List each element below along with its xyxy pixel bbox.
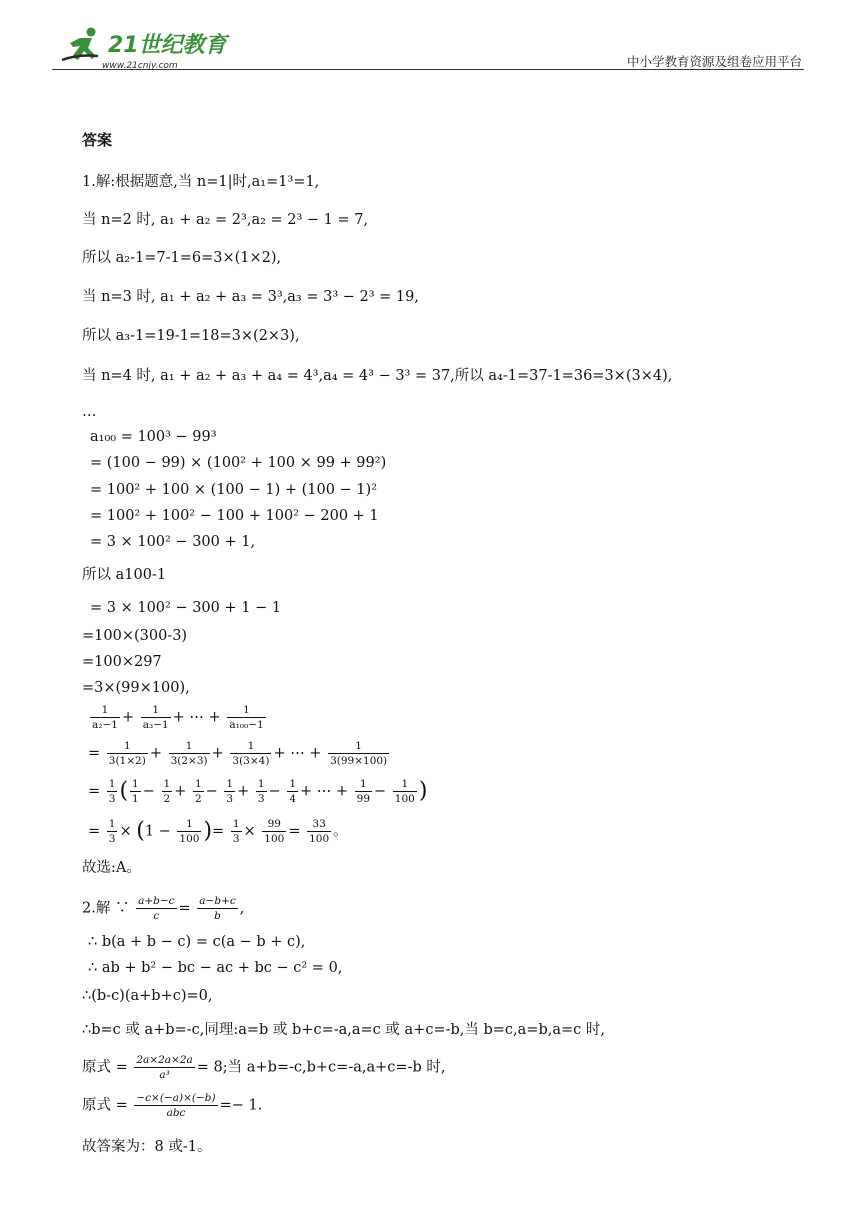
logo-text: 21世纪教育: [108, 33, 227, 58]
fraction: $\frac{1}{2}$: [194, 778, 202, 805]
q1-line-6: 当 n=4 时, a₁ + a₂ + a₃ + a₄ = 4³,a₄ = 4³ − 3³ = 37,所以 a₄-1=37-1=36=3×(3×4),: [82, 368, 673, 384]
fraction: $\frac{1}{4}$: [289, 778, 296, 805]
q1-line-3: 所以 a₂-1=7-1=6=3×(1×2),: [82, 250, 282, 266]
q1-line-12: = 3 × 100² − 300 + 1,: [90, 534, 256, 550]
q2-line-6: 原式 = $\frac{2a\times 2a\times 2a}{\text{a³}}$ = 8;当 a+b=-c,b+c=-a,a+c=-b 时,: [82, 1054, 446, 1081]
q1-line-14: = 3 × 100² − 300 + 1 − 1: [90, 600, 282, 616]
q1-line-15: =100×(300-3): [82, 628, 188, 644]
fraction: $\frac{1}{3}$: [232, 818, 240, 845]
q1-line-5: 所以 a₃-1=19-1=18=3×(2×3),: [82, 328, 300, 344]
fraction: $\frac{1}{3(3\times 4)}$: [232, 740, 270, 767]
fraction: $\frac{-c\times(-a)\times(-b)}{\text{abc}}$: [136, 1092, 216, 1119]
q1-line-9: = (100 − 99) × (100² + 100 × 99 + 99²): [90, 455, 387, 471]
fraction: $\frac{a+b-c}{c}$: [138, 895, 175, 922]
fraction: $\frac{2a\times 2a\times 2a}{\text{a³}}$: [136, 1054, 193, 1081]
q2-line-5: ∴b=c 或 a+b=-c,同理:a=b 或 b+c=-a,a=c 或 a+c=-b,当 b=c,a=b,a=c 时,: [82, 1022, 605, 1038]
fraction: $\frac{1}{\text{a₃−1}}$: [142, 704, 169, 731]
q2-line-2: ∴ b(a + b − c) = c(a − b + c),: [88, 934, 306, 950]
q1-line-10: = 100² + 100 × (100 − 1) + (100 − 1)²: [90, 482, 378, 498]
fraction: $\frac{1}{\text{a₂−1}}$: [92, 704, 118, 731]
fraction: $\frac{1}{100}$: [394, 778, 415, 805]
q1-line-13: 所以 a100-1: [82, 567, 167, 583]
q1-line-11: = 100² + 100² − 100 + 100² − 200 + 1: [90, 508, 379, 524]
q1-conclusion: 故选:A。: [82, 860, 141, 876]
answers-heading: 答案: [82, 131, 113, 149]
fraction: $\frac{1}{3(99\times 100)}$: [330, 740, 388, 767]
q1-line-1: 1.解:根据题意,当 n=1|时,a₁=1³=1,: [82, 174, 320, 190]
q1-sum-line: $\frac{1}{\text{a₂−1}}$ + $\frac{1}{\text{a₃−1}}$ + ⋯ + $\frac{1}{\text{a₁₀₀−1}}$: [92, 704, 264, 731]
q2-line-1: 2.解 ∵ $\frac{a+b-c}{c}$ = $\frac{a-b+c}{b}$ ,: [82, 895, 245, 922]
runner-icon: [62, 28, 98, 61]
fraction: $\frac{1}{\text{a₁₀₀−1}}$: [229, 704, 264, 731]
q1-sum-line-2: = $\frac{1}{3(1\times 2)}$ + $\frac{1}{3(2\times 3)}$ + $\frac{1}{3(3\times 4)}$ + ⋯ + $\frac{1}{3(99\times 100)}$: [88, 740, 388, 767]
fraction: $\frac{1}{99}$: [356, 778, 371, 805]
fraction: $\frac{1}{2}$: [163, 778, 171, 805]
fraction: $\frac{99}{100}$: [264, 818, 285, 845]
q2-line-4: ∴(b-c)(a+b+c)=0,: [82, 988, 213, 1004]
q1-sum-line-4: = $\frac{1}{3}$ × (1 − $\frac{1}{100}$ )= $\frac{1}{3}$ × $\frac{99}{100}$ = $\frac{33}{100}$ 。: [88, 818, 348, 845]
q2-final-answer: 故答案为：8 或-1。: [82, 1139, 212, 1155]
q1-ellipsis: …: [82, 404, 97, 420]
fraction: $\frac{1}{3}$: [226, 778, 234, 805]
page-header: [0, 0, 860, 72]
fraction: $\frac{1}{3(2\times 3)}$: [170, 740, 208, 767]
q1-line-8: a₁₀₀ = 100³ − 99³: [90, 429, 217, 445]
fraction: $\frac{1}{3(1\times 2)}$: [108, 740, 146, 767]
q1-line-16: =100×297: [82, 654, 162, 670]
fraction: $\frac{1}{1}$: [132, 778, 139, 805]
q2-line-3: ∴ ab + b² − bc − ac + bc − c² = 0,: [88, 960, 343, 976]
fraction: $\frac{1}{3}$: [108, 778, 116, 805]
q2-line-7: 原式 = $\frac{-c\times(-a)\times(-b)}{\text{abc}}$ =− 1.: [82, 1092, 263, 1119]
q1-line-2: 当 n=2 时, a₁ + a₂ = 2³,a₂ = 2³ − 1 = 7,: [82, 212, 369, 228]
fraction: $\frac{33}{100}$: [309, 818, 330, 845]
header-divider: [52, 69, 804, 70]
fraction: $\frac{1}{3}$: [257, 778, 265, 805]
q1-sum-line-3: = $\frac{1}{3}$ ( $\frac{1}{1}$ − $\frac{1}{2}$ + $\frac{1}{2}$ − $\frac{1}{3}$ + $\frac{1}{3}$ − $\frac{1}{4}$ + ⋯ + $\frac{1}{99}$ − $\frac{1}{100}$ ): [88, 778, 428, 805]
q1-line-4: 当 n=3 时, a₁ + a₂ + a₃ = 3³,a₃ = 3³ − 2³ = 19,: [82, 289, 419, 305]
fraction: $\frac{a-b+c}{b}$: [199, 895, 236, 922]
fraction: $\frac{1}{100}$: [179, 818, 200, 845]
logo-url: www.21cnjy.com: [102, 61, 178, 71]
platform-name: 中小学教育资源及组卷应用平台: [626, 54, 802, 69]
fraction: $\frac{1}{3}$: [108, 818, 116, 845]
q1-line-17: =3×(99×100),: [82, 680, 190, 696]
site-logo: [58, 26, 233, 72]
